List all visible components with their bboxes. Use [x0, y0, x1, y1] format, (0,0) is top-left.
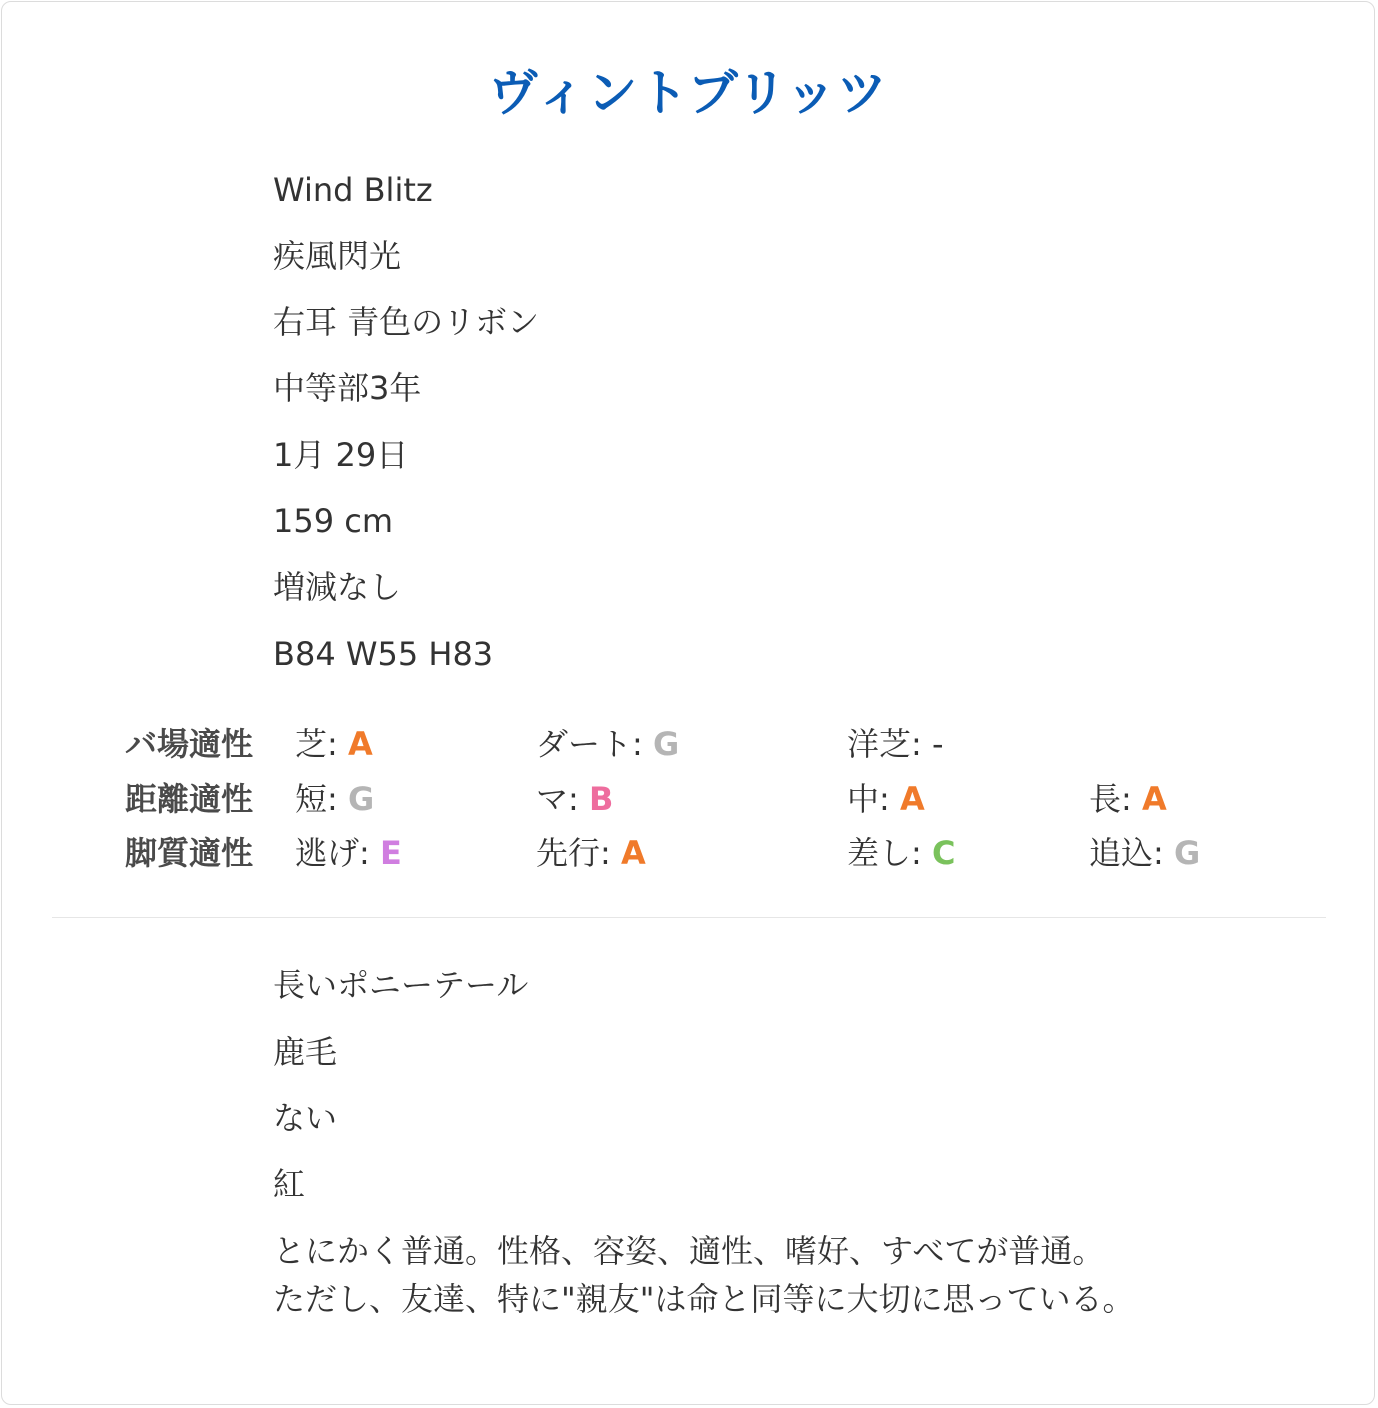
aptitude-cell	[295, 779, 374, 819]
aptitude-name: 芝:	[295, 725, 338, 763]
aptitude-label: 距離適性	[124, 780, 253, 818]
aptitude-name: 追込:	[1089, 834, 1164, 872]
aptitude-cell	[295, 724, 373, 764]
aptitude-name: 短:	[295, 780, 338, 818]
row-value: B84 W55 H83	[273, 635, 494, 673]
row-value: 紅	[273, 1165, 306, 1203]
row-value: 増減なし	[273, 568, 402, 606]
aptitude-name: マ:	[536, 780, 579, 818]
aptitude-label: バ場適性	[124, 725, 253, 763]
aptitude-grade: A	[1141, 780, 1167, 818]
aptitude-grade: A	[899, 780, 925, 818]
aptitude-cell	[536, 833, 646, 873]
row-value: 長いポニーテール	[273, 966, 529, 1004]
notes-text	[273, 1227, 1134, 1323]
aptitude-cell	[536, 779, 613, 819]
aptitude-grade: A	[347, 725, 373, 763]
section-divider	[52, 917, 1326, 918]
notes-line: ただし、友達、特に"親友"は命と同等に大切に思っている。	[273, 1280, 1135, 1318]
row-value: 鹿毛	[273, 1033, 338, 1071]
aptitude-grade: -	[931, 725, 944, 763]
row-value: 1月 29日	[273, 436, 409, 474]
aptitude-grade: E	[379, 834, 402, 872]
aptitude-name: 先行:	[536, 834, 611, 872]
aptitude-grade: G	[1173, 834, 1201, 872]
row-value: 中等部3年	[273, 369, 422, 407]
aptitude-label: 脚質適性	[124, 834, 253, 872]
row-value: Wind Blitz	[273, 171, 433, 209]
aptitude-cell	[1089, 833, 1200, 873]
aptitude-name: ダート:	[536, 725, 643, 763]
aptitude-grade: A	[620, 834, 646, 872]
aptitude-cell	[1089, 779, 1167, 819]
aptitude-grade: C	[931, 834, 956, 872]
aptitude-name: 差し:	[847, 834, 922, 872]
aptitude-grade: B	[588, 780, 614, 818]
aptitude-cell	[536, 724, 679, 764]
aptitude-name: 洋芝:	[847, 725, 922, 763]
row-value: 疾風閃光	[273, 237, 402, 275]
aptitude-cell	[847, 833, 955, 873]
row-value: 159 cm	[273, 502, 394, 540]
profile-card	[1, 1, 1375, 1405]
aptitude-cell	[847, 724, 944, 764]
aptitude-cell	[847, 779, 925, 819]
aptitude-name: 中:	[847, 780, 890, 818]
aptitude-grade: G	[347, 780, 375, 818]
aptitude-cell	[295, 833, 402, 873]
page-title: ヴィントブリッツ	[488, 64, 888, 122]
aptitude-grade: G	[652, 725, 680, 763]
notes-line: とにかく普通。性格、容姿、適性、嗜好、すべてが普通。	[273, 1232, 1105, 1270]
row-value: ない	[273, 1099, 338, 1137]
row-value: 右耳 青色のリボン	[273, 303, 540, 341]
aptitude-name: 長:	[1089, 780, 1132, 818]
aptitude-name: 逃げ:	[295, 834, 370, 872]
